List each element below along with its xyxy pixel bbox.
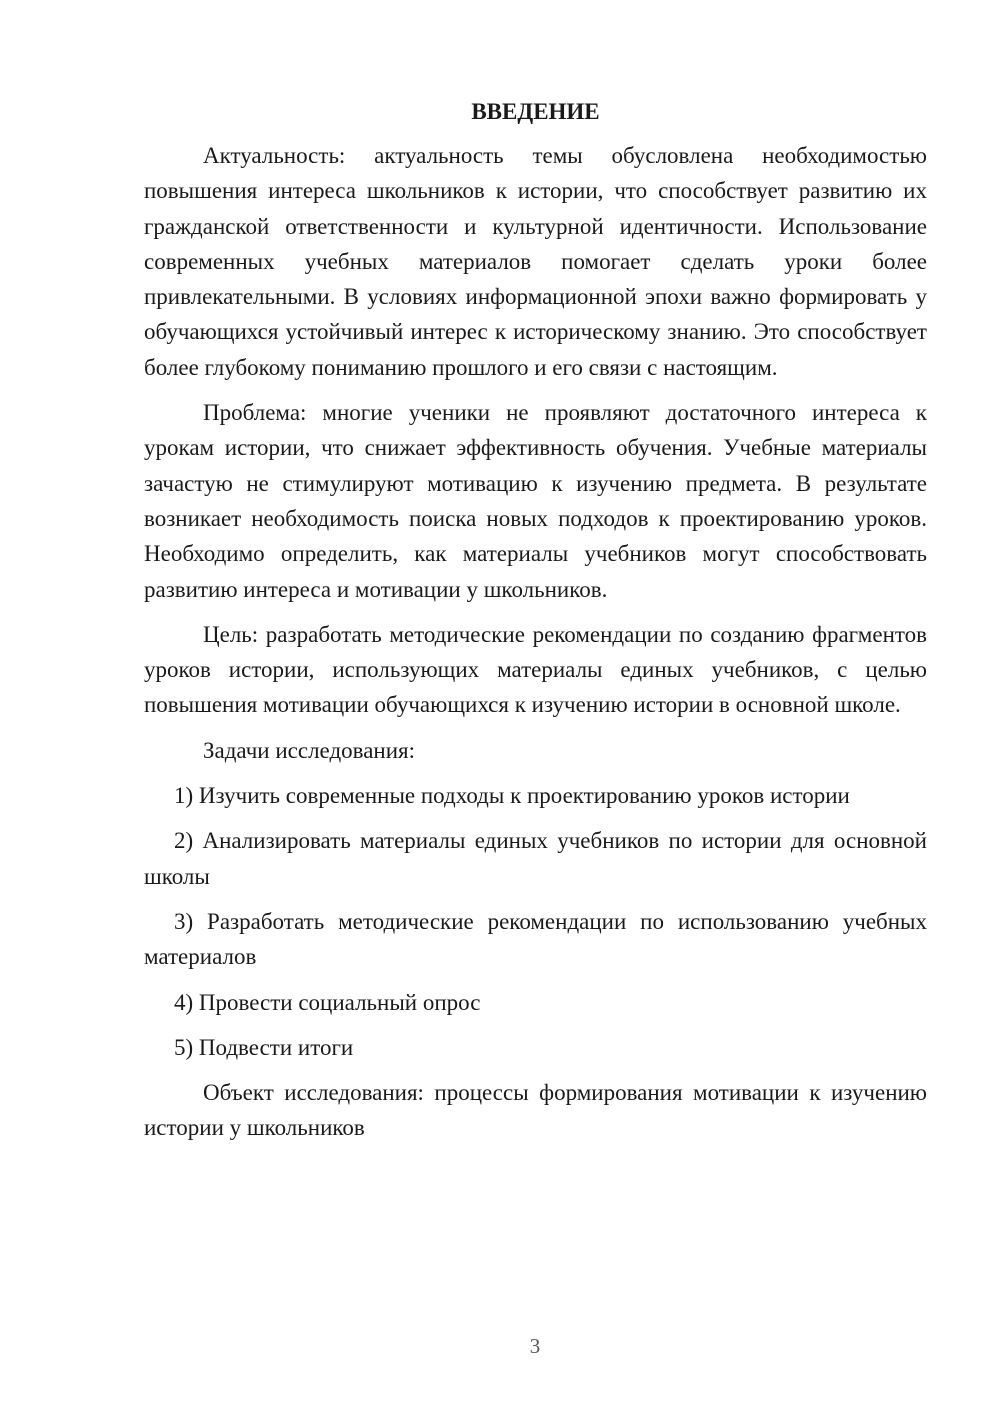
task-item-3: 3) Разработать методические рекомендации по использованию учебных материалов [144,908,927,970]
paragraph-goal: Цель: разработать методические рекомендации по созданию фрагментов уроков истории, использующих материалы единых учебников, с целью повышения мотивации обучающихся к изучению истории в основной школе. [144,621,927,718]
paragraph-tasks-heading: Задачи исследования: [203,737,416,763]
task-item-1: 1) Изучить современные подходы к проектированию уроков истории [174,783,850,809]
section-title: ВВЕДЕНИЕ [471,99,600,124]
page-content [144,94,927,1156]
task-item-4: 4) Провести социальный опрос [174,989,481,1015]
page-number: 3 [529,1334,541,1358]
paragraph-problem: Проблема: многие ученики не проявляют достаточного интереса к урокам истории, что снижает эффективность обучения. Учебные материалы зачастую не стимулируют мотивацию к изучению предмета. В результате возникает необходимость поиска новых подходов к проектированию уроков. Необходимо определить, как материалы учебников могут способствовать развитию интереса и мотивации у школьников. [144,400,927,602]
paragraph-object: Объект исследования: процессы формирования мотивации к изучению истории у школьников [144,1080,927,1141]
paragraph-relevance: Актуальность: актуальность темы обусловлена необходимостью повышения интереса школьников к истории, что способствует развитию их гражданской ответственности и культурной идентичности. Использование современных учебных материалов помогает сделать уроки более привлекательными. В условиях информационной эпохи важно формировать у обучающихся устойчивый интерес к историческому знанию. Это способствует более глубокому пониманию прошлого и его связи с настоящим. [144,143,927,380]
task-item-2: 2) Анализировать материалы единых учебников по истории для основной школы [144,828,927,889]
task-item-5: 5) Подвести итоги [174,1034,354,1060]
